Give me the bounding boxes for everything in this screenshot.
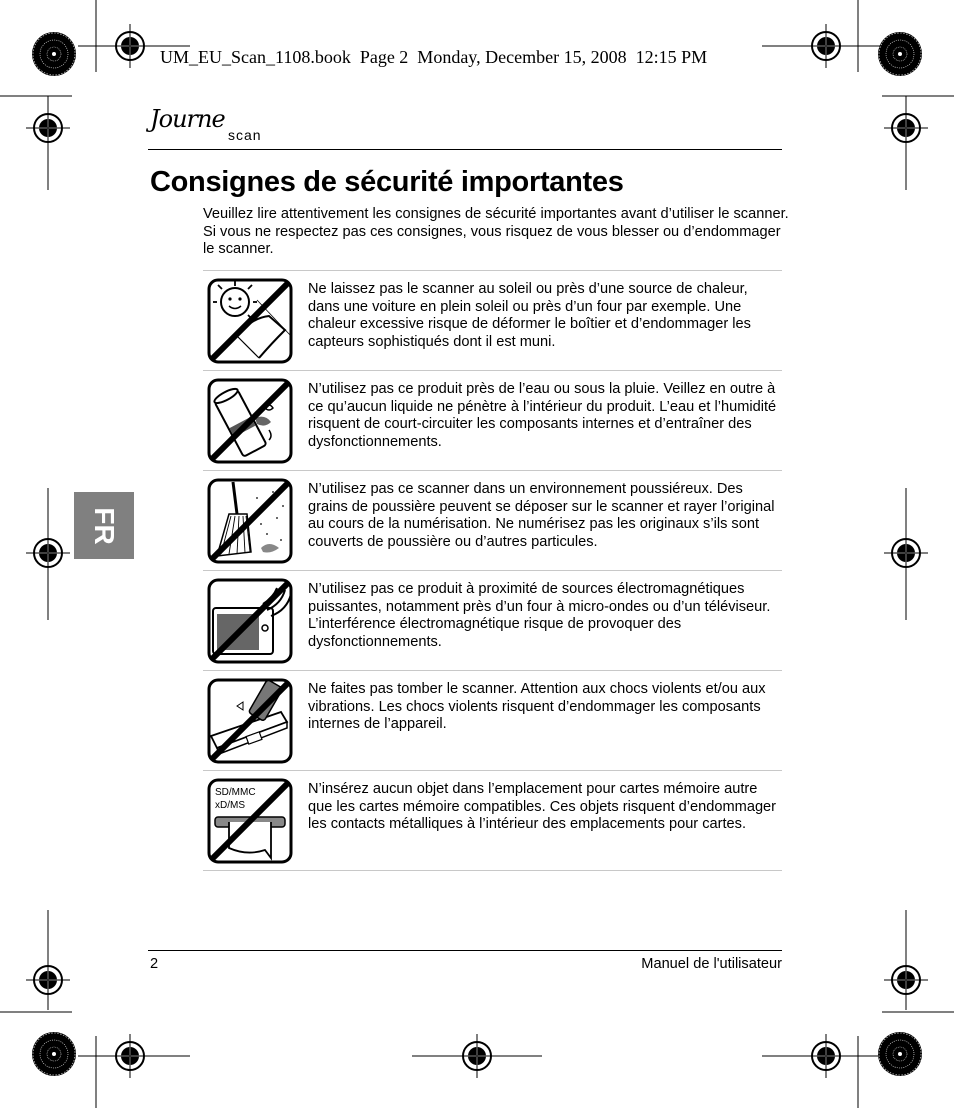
no-water-icon: [207, 378, 293, 464]
safety-item-heat: [203, 270, 782, 370]
safety-item-text: Ne laissez pas le scanner au soleil ou près d’une source de chaleur, dans une voiture en plein soleil ou près d’un four par exemple. Une chaleur excessive risque de déformer le boîtier et d’endommager les capteurs sophistiqués dont il est muni.: [308, 281, 751, 350]
safety-item-text: Ne faites pas tomber le scanner. Attention aux chocs violents et/ou aux vibrations. Les chocs violents risquent d’endommager les composants internes de l’appareil.: [308, 681, 766, 733]
safety-item-drop: [203, 670, 782, 770]
no-dust-icon: [207, 478, 293, 564]
safety-item-water: [203, 370, 782, 470]
no-sun-heat-icon: [207, 278, 293, 364]
intro-paragraph: Veuillez lire attentivement les consignes de sécurité importantes avant d’utiliser le scanner. Si vous ne respectez pas ces consignes, vous risquez de vous blesser ou d’endommager le scanner.: [203, 206, 789, 258]
language-tab: [74, 492, 134, 559]
footer-manual-title: Manuel de l'utilisateur: [641, 956, 782, 972]
page-number: 2: [150, 956, 159, 972]
logo-sub-text: scan: [228, 127, 262, 143]
safety-list: [203, 270, 782, 871]
page-title: Consignes de sécurité importantes: [150, 166, 624, 198]
safety-item-card-slot: [203, 770, 782, 871]
card-label-sd-mmc: SD/MMC: [215, 787, 256, 798]
safety-item-text: N’insérez aucun objet dans l’emplacement pour cartes mémoire autre que les cartes mémoire compatibles. Ces objets risquent d’endommager les contacts métalliques à l’intérieur des emplacements pour cartes.: [308, 781, 777, 833]
print-slug-line: UM_EU_Scan_1108.book Page 2 Monday, December 15, 2008 12:15 PM: [160, 47, 708, 67]
safety-item-text: N’utilisez pas ce produit près de l’eau ou sous la pluie. Veillez en outre à ce qu’aucun liquide ne pénètre à l’intérieur du produit. L’eau et l’humidité risquent de court-circuiter les composants internes et d’entraîner des dysfonctionnements.: [308, 381, 777, 450]
footer-rule: [148, 950, 782, 951]
no-foreign-object-card-slot-icon: [207, 778, 293, 864]
card-label-xd-ms: xD/MS: [215, 800, 245, 811]
language-tab-label: FR: [89, 506, 120, 545]
no-electromagnetic-icon: [207, 578, 293, 664]
safety-item-text: N’utilisez pas ce produit à proximité de sources électromagnétiques puissantes, notamment près d’un four à micro-ondes ou d’un téléviseur. L’interférence électromagnétique risque de provoquer des dysfonctionnements.: [308, 581, 771, 650]
safety-item-text: N’utilisez pas ce scanner dans un environnement poussiéreux. Des grains de poussière peuvent se déposer sur le scanner et rayer l’original au cours de la numérisation. Ne numérisez pas les originaux s’ils sont couverts de poussière ou d’autres particules.: [308, 481, 775, 550]
header-rule: [148, 149, 782, 150]
logo-script-text: Journe: [150, 105, 225, 133]
no-drop-icon: [207, 678, 293, 764]
journe-scan-logo: [148, 104, 278, 150]
safety-item-dust: [203, 470, 782, 570]
safety-item-electromagnetic: [203, 570, 782, 670]
